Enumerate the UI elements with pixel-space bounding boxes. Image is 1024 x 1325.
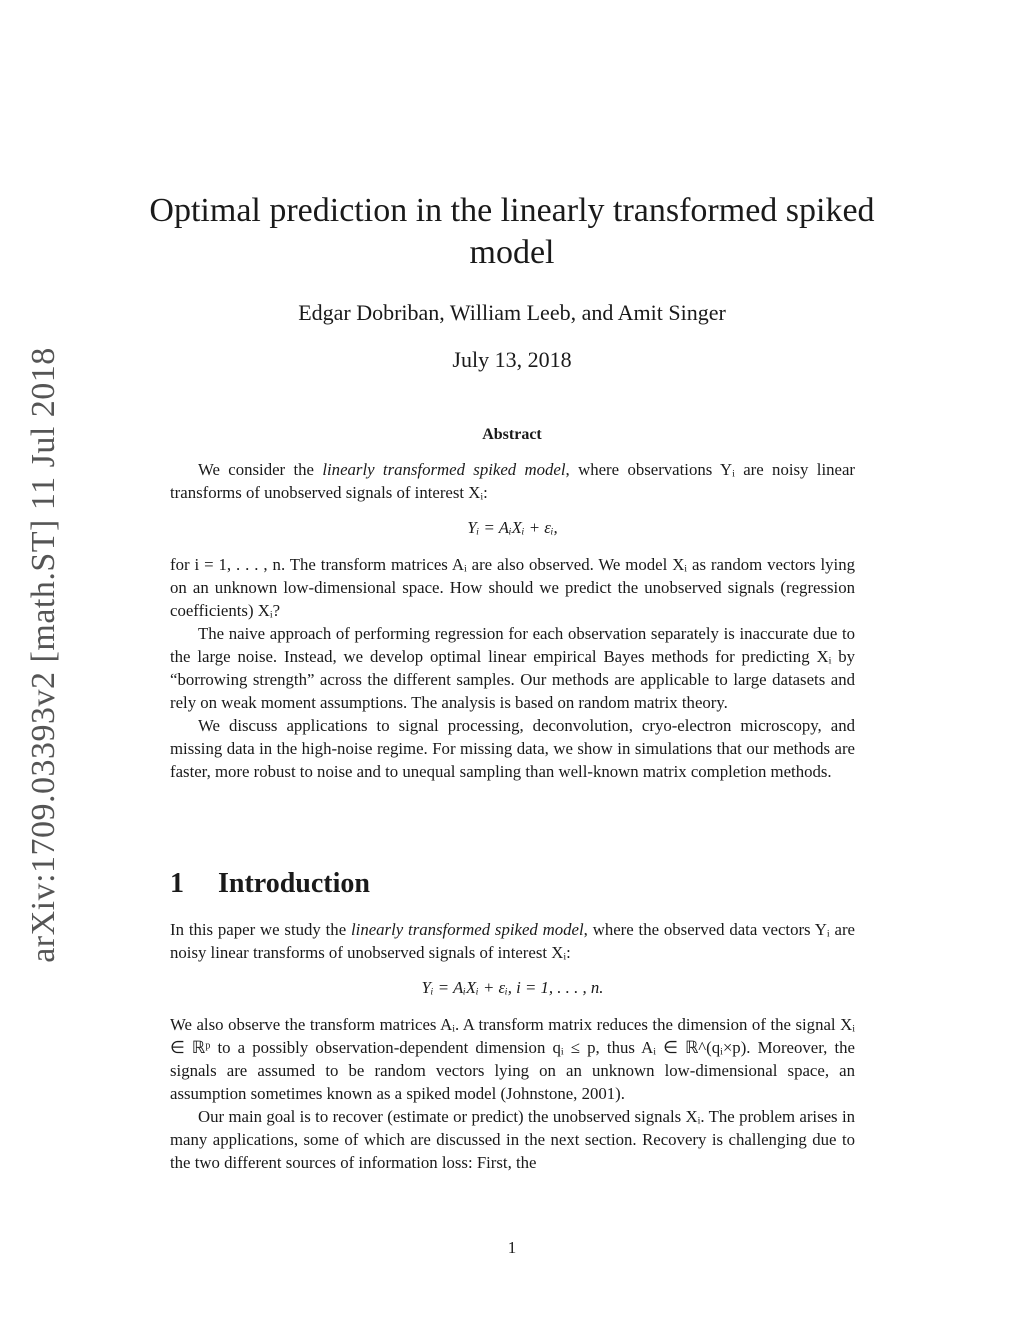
abstract-p1-emphasis: linearly transformed spiked model bbox=[322, 460, 566, 479]
abstract-paragraph-2: for i = 1, . . . , n. The transform matrices Aᵢ are also observed. We model Xᵢ as random vectors lying on an unknown low-dimensional space. How should we predict the unobserved signals (regression coefficients) Xᵢ? bbox=[170, 555, 855, 620]
paper-title: Optimal prediction in the linearly transformed spiked model bbox=[149, 192, 875, 271]
intro-p1-text-b: , where the observed data vectors Yᵢ are noisy linear transforms of unobserved signals of interest Xᵢ: bbox=[170, 920, 855, 962]
intro-p1-emphasis: linearly transformed spiked model bbox=[351, 920, 584, 939]
abstract-p1-text-b: , where observations Yᵢ are noisy linear transforms of unobserved signals of interest Xᵢ: bbox=[170, 460, 855, 502]
section-number: 1 bbox=[170, 868, 184, 899]
abstract-body bbox=[170, 458, 855, 783]
abstract-equation bbox=[170, 516, 855, 539]
intro-paragraph-1 bbox=[170, 918, 855, 964]
arxiv-identifier-stamp bbox=[14, 347, 74, 963]
intro-equation-text: Yᵢ = AᵢXᵢ + εᵢ, i = 1, . . . , n. bbox=[421, 978, 604, 997]
section-heading-introduction bbox=[170, 868, 854, 900]
abstract-paragraph-1 bbox=[170, 458, 855, 504]
intro-p1-text-a: In this paper we study the bbox=[170, 920, 351, 939]
abstract-paragraph-3: The naive approach of performing regression for each observation separately is inaccurate due to the large noise. Instead, we develop optimal linear empirical Bayes methods for predicting Xᵢ by “borrowing strength” across the different samples. Our methods are applicable to large datasets and rely on weak moment assumptions. The analysis is based on random matrix theory. bbox=[170, 624, 855, 712]
introduction-body bbox=[170, 918, 855, 1174]
paper-authors: Edgar Dobriban, William Leeb, and Amit Singer bbox=[298, 300, 726, 325]
intro-equation bbox=[170, 976, 855, 999]
intro-paragraph-2: We also observe the transform matrices Aᵢ. A transform matrix reduces the dimension of the signal Xᵢ ∈ ℝᵖ to a possibly observation-dependent dimension qᵢ ≤ p, thus Aᵢ ∈ ℝ^(qᵢ×p). Moreover, the signals are assumed to be random vectors lying on an unknown low-dimensional space, an assumption sometimes known as a spiked model (Johnstone, 2001). bbox=[170, 1015, 855, 1103]
page-number: 1 bbox=[507, 1238, 517, 1257]
abstract-heading: Abstract bbox=[482, 426, 542, 443]
abstract-equation-text: Yᵢ = AᵢXᵢ + εᵢ, bbox=[467, 518, 558, 537]
abstract-paragraph-4: We discuss applications to signal processing, deconvolution, cryo-electron microscopy, and missing data in the high-noise regime. For missing data, we show in simulations that our methods are faster, more robust to noise and to unequal sampling than well-known matrix completion methods. bbox=[170, 716, 855, 781]
section-title: Introduction bbox=[218, 868, 370, 899]
arxiv-identifier-text: arXiv:1709.03393v2 [math.ST] 11 Jul 2018 bbox=[25, 347, 62, 963]
paper-date: July 13, 2018 bbox=[452, 347, 572, 372]
abstract-p1-text-a: We consider the bbox=[198, 460, 323, 479]
intro-paragraph-3: Our main goal is to recover (estimate or predict) the unobserved signals Xᵢ. The problem arises in many applications, some of which are discussed in the next section. Recovery is challenging due to the two different sources of information loss: First, the bbox=[170, 1107, 855, 1172]
